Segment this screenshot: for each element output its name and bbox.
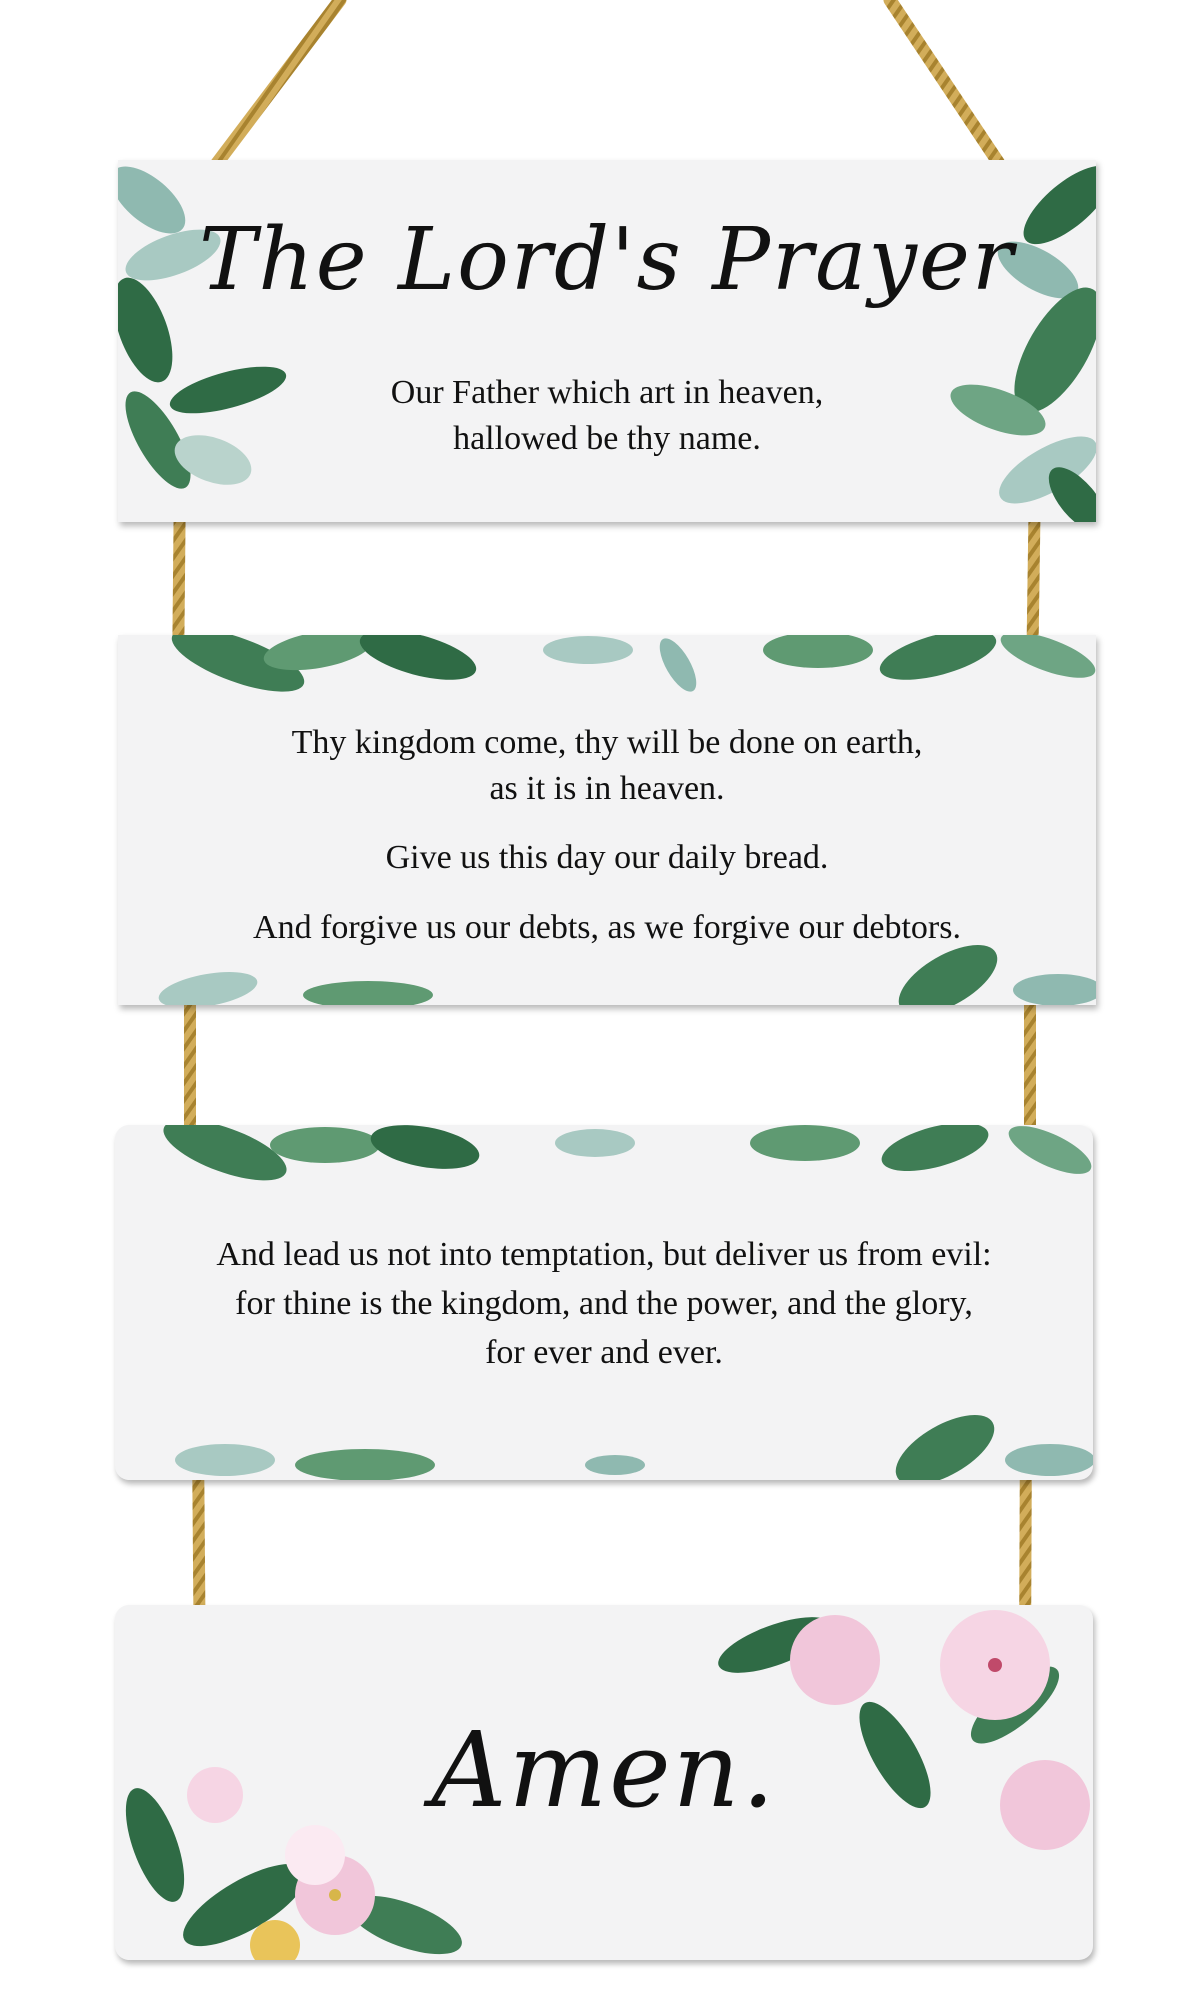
plaque-verse-1 [118, 635, 1096, 1005]
prayer-line: for thine is the kingdom, and the power, and the glory, [235, 1285, 973, 1322]
plaque-title [118, 160, 1096, 522]
prayer-line: hallowed be thy name. [453, 420, 761, 457]
prayer-line: And forgive us our debts, as we forgive our debtors. [253, 909, 961, 946]
plaque-heading: The Lord's Prayer [199, 210, 1015, 310]
prayer-line: And lead us not into temptation, but deliver us from evil: [216, 1236, 992, 1273]
plaque-heading: Amen. [431, 1709, 777, 1831]
prayer-line: Thy kingdom come, thy will be done on earth, [291, 724, 923, 761]
prayer-line: Our Father which art in heaven, [390, 374, 824, 411]
plaque-verse-2 [115, 1125, 1093, 1480]
prayer-line: as it is in heaven. [489, 770, 725, 807]
prayer-line: for ever and ever. [485, 1334, 723, 1371]
prayer-line: Give us this day our daily bread. [385, 839, 829, 876]
plaque-amen [115, 1605, 1093, 1960]
